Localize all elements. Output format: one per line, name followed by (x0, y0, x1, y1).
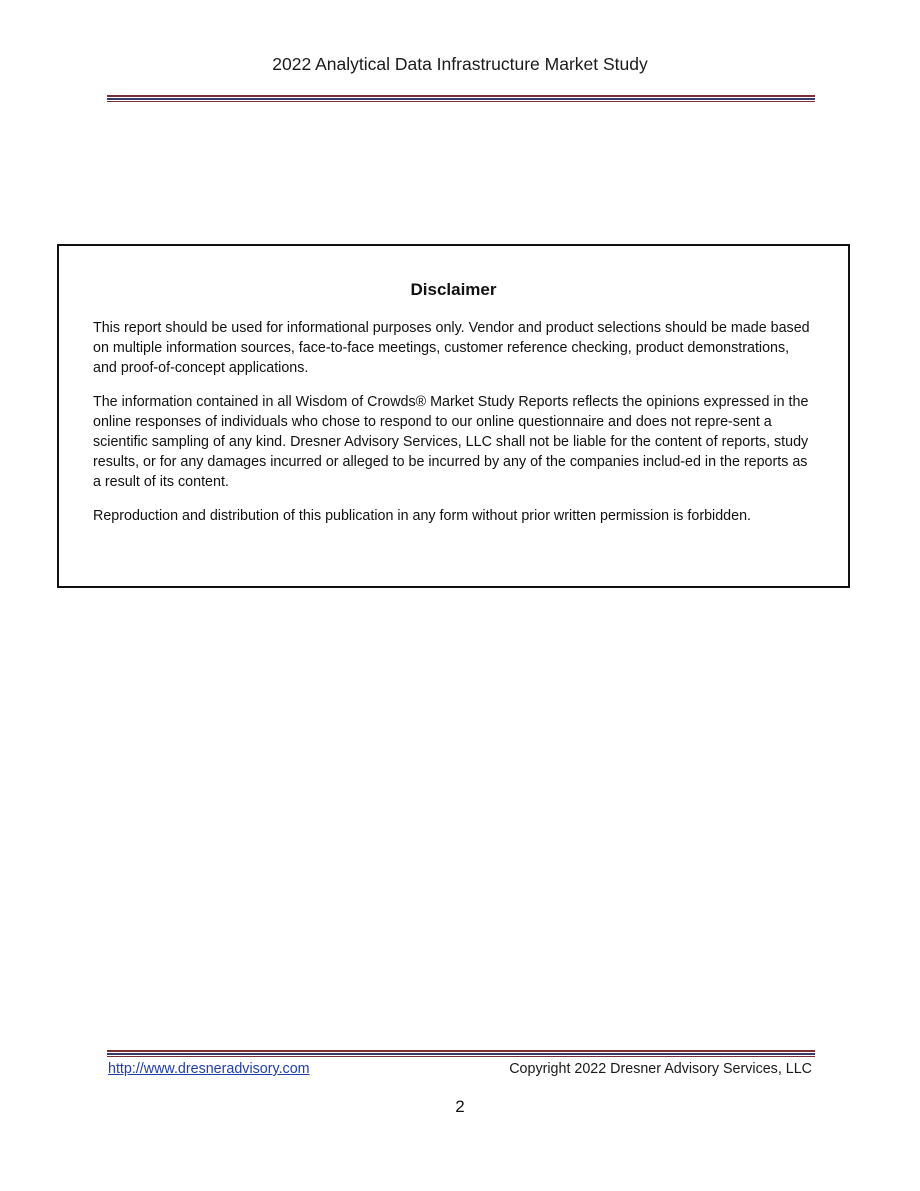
header-divider (107, 95, 815, 103)
footer-divider (107, 1050, 815, 1058)
disclaimer-body (93, 318, 813, 540)
footer-copyright: Copyright 2022 Dresner Advisory Services, LLC (509, 1061, 812, 1077)
disclaimer-box (57, 244, 850, 588)
page-header-title: 2022 Analytical Data Infrastructure Market Study (272, 54, 648, 74)
disclaimer-paragraph-liability: The information contained in all Wisdom of Crowds® Market Study Reports reflects the opinions expressed in the online responses of individuals who chose to respond to our online questionnaire and does not repre-sent a scientific sampling of any kind. Dresner Advisory Services, LLC shall not be liable for the content of reports, study results, or for any damages incurred or alleged to be incurred by any of the companies includ-ed in the reports as a result of its content. (93, 394, 809, 490)
disclaimer-title: Disclaimer (410, 280, 497, 299)
disclaimer-paragraph-reproduction: Reproduction and distribution of this publication in any form without prior written permission is forbidden. (93, 508, 751, 524)
disclaimer-paragraph-usage: This report should be used for informational purposes only. Vendor and product selections should be made based on multiple information sources, face-to-face meetings, customer reference checking, product demonstrations, and proof-of-concept applications. (93, 320, 810, 376)
page-number: 2 (455, 1097, 465, 1116)
footer-website-link[interactable]: http://www.dresneradvisory.com (108, 1061, 310, 1077)
